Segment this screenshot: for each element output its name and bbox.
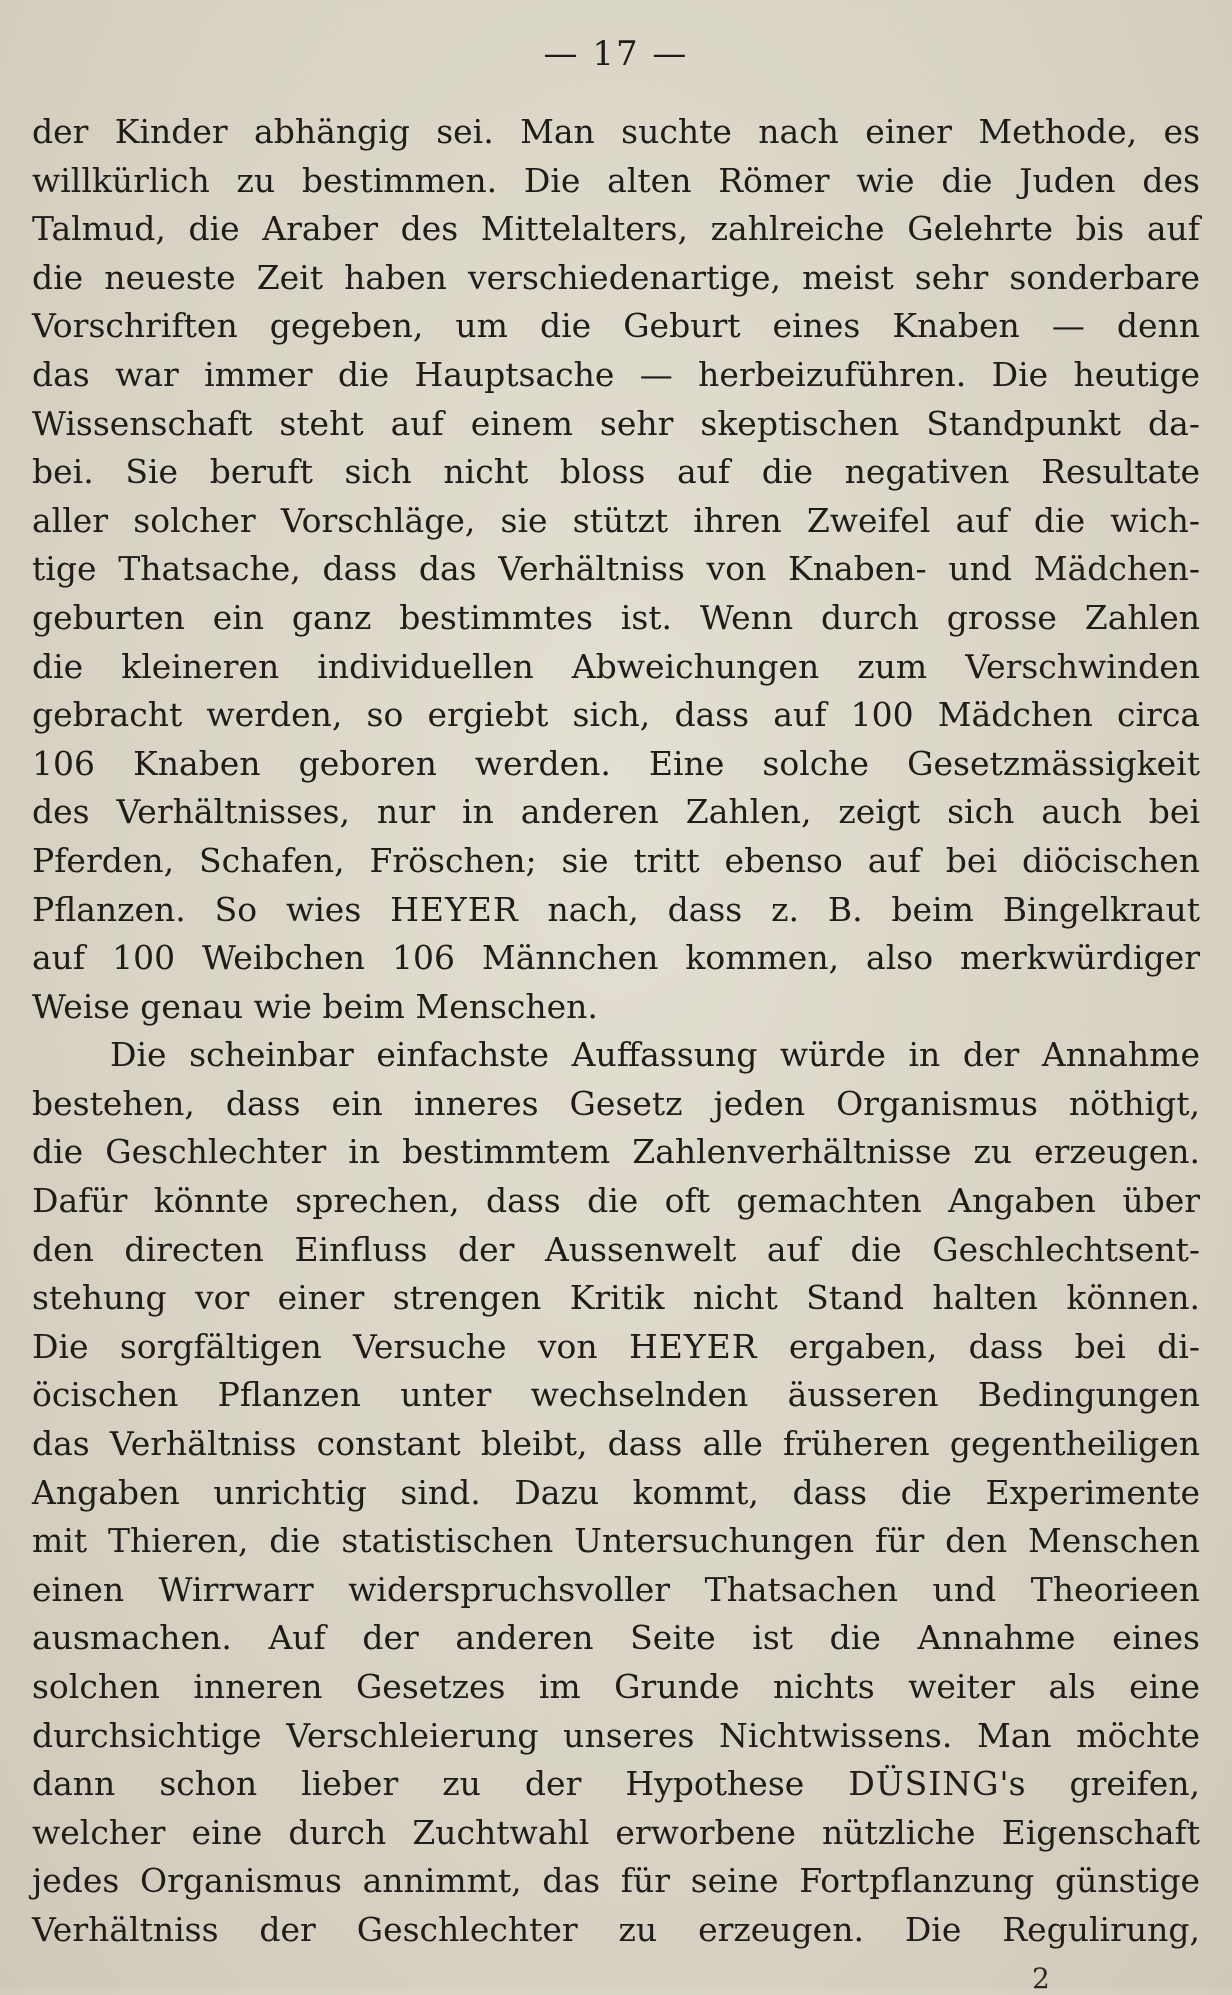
text-line: einen Wirrwarr widerspruchsvoller Thatsachen und Theorieen [32, 1569, 1200, 1609]
author-name: DÜSING [848, 1764, 1000, 1804]
text-line: öcischen Pflanzen unter wechselnden äusseren Bedingungen [32, 1375, 1200, 1415]
text-line: die kleineren individuellen Abweichungen zum Verschwinden [32, 646, 1200, 686]
text-line: Weise genau wie beim Menschen. [32, 986, 598, 1026]
text-line: Angaben unrichtig sind. Dazu kommt, dass die Experimente [32, 1472, 1200, 1512]
text-line: mit Thieren, die statistischen Untersuchungen für den Menschen [32, 1521, 1200, 1561]
text-line: aller solcher Vorschläge, sie stützt ihren Zweifel auf die wich- [32, 500, 1200, 540]
text-line: solchen inneren Gesetzes im Grunde nichts weiter als eine [32, 1667, 1200, 1706]
page-number: — 17 — [543, 34, 689, 74]
text-line: bei. Sie beruft sich nicht bloss auf die negativen Resultate [32, 452, 1200, 492]
text-line: geburten ein ganz bestimmtes ist. Wenn durch grosse Zahlen [32, 597, 1200, 637]
text-line: das Verhältniss constant bleibt, dass alle früheren gegentheiligen [32, 1424, 1200, 1464]
text-line: stehung vor einer strengen Kritik nicht Stand halten können. [32, 1278, 1200, 1318]
text-line: Pflanzen. So wies HEYER nach, dass z. B. beim Bingelkraut [32, 889, 1200, 929]
text-line: auf 100 Weibchen 106 Männchen kommen, also merkwürdiger [32, 938, 1200, 978]
text-line: willkürlich zu bestimmen. Die alten Römer wie die Juden des [32, 160, 1200, 200]
text-line: die neueste Zeit haben verschiedenartige, meist sehr sonderbare [32, 257, 1200, 297]
paragraph [32, 108, 1200, 1031]
text-line: gebracht werden, so ergiebt sich, dass auf 100 Mädchen circa [32, 695, 1200, 735]
text-line: Vorschriften gegeben, um die Geburt eines Knaben — denn [32, 306, 1200, 346]
text-line: ausmachen. Auf der anderen Seite ist die Annahme eines [32, 1618, 1200, 1658]
text-line: welcher eine durch Zuchtwahl erworbene nützliche Eigenschaft [32, 1812, 1200, 1852]
text-line: tige Thatsache, dass das Verhältniss von Knaben- und Mädchen- [32, 549, 1200, 589]
text-line: Talmud, die Araber des Mittelalters, zahlreiche Gelehrte bis auf [32, 209, 1200, 249]
text-line: den directen Einfluss der Aussenwelt auf die Geschlechtsent- [32, 1229, 1200, 1269]
text-line: Die sorgfältigen Versuche von HEYER ergaben, dass bei di- [32, 1326, 1200, 1366]
text-line: durchsichtige Verschleierung unseres Nichtwissens. Man möchte [32, 1715, 1200, 1755]
text-line: Wissenschaft steht auf einem sehr skeptischen Standpunkt da- [32, 403, 1200, 443]
text-line: Pferden, Schafen, Fröschen; sie tritt ebenso auf bei diöcischen [32, 840, 1200, 880]
author-name: HEYER [390, 889, 519, 929]
text-line: Dafür könnte sprechen, dass die oft gemachten Angaben über [32, 1181, 1200, 1221]
text-line: der Kinder abhängig sei. Man suchte nach einer Methode, es [32, 112, 1200, 151]
text-line: des Verhältnisses, nur in anderen Zahlen, zeigt sich auch bei [32, 792, 1200, 832]
text-line: die Geschlechter in bestimmtem Zahlenverhältnisse zu erzeugen. [32, 1132, 1200, 1172]
author-name: HEYER [628, 1326, 758, 1366]
text-line: dann schon lieber zu der Hypothese DÜSING's greifen, [32, 1764, 1201, 1804]
text-line: 106 Knaben geboren werden. Eine solche Gesetzmässigkeit [32, 743, 1200, 783]
text-line: bestehen, dass ein inneres Gesetz jeden Organismus nöthigt, [32, 1083, 1200, 1123]
signature-mark: 2 [1032, 1962, 1050, 1995]
text-line: das war immer die Hauptsache — herbeizuführen. Die heutige [32, 354, 1200, 394]
paragraph [32, 1031, 1200, 1954]
text-line: Die scheinbar einfachste Auffassung würde in der Annahme [110, 1035, 1200, 1075]
body-text [32, 108, 1200, 1955]
text-line: jedes Organismus annimmt, das für seine Fortpflanzung günstige [32, 1861, 1200, 1901]
text-line: Verhältniss der Geschlechter zu erzeugen. Die Regulirung, [32, 1909, 1200, 1949]
